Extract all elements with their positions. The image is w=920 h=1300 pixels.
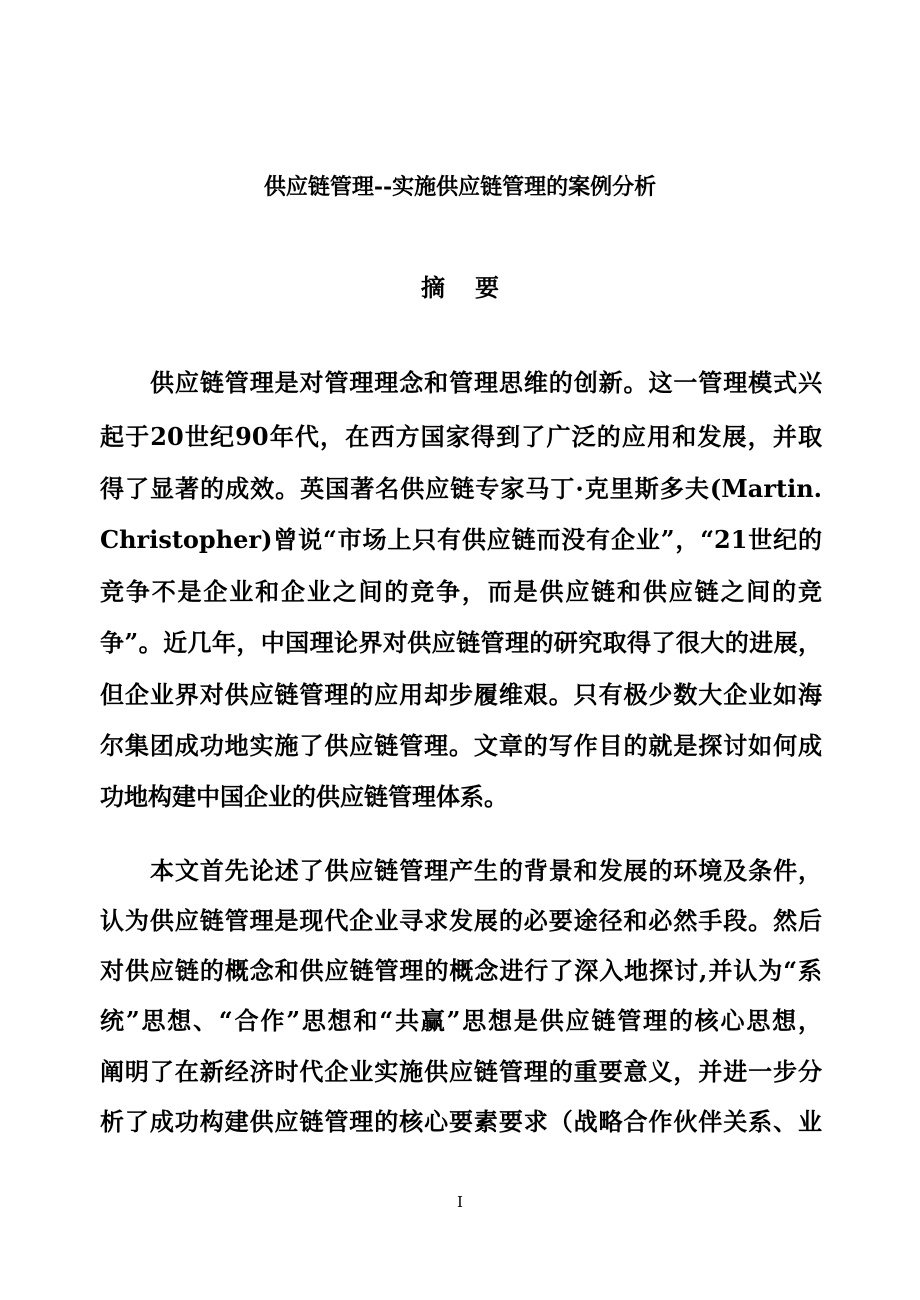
page-number: I: [457, 1193, 463, 1211]
text-line: 但企业界对供应链管理的应用却步履维艰。只有极少数大企业如海: [100, 680, 822, 709]
text-line: 尔集团成功地实施了供应链管理。文章的写作目的就是探讨如何成: [100, 731, 822, 760]
document-title: 供应链管理--实施供应链管理的案例分析: [263, 174, 657, 200]
text-line: 统”思想、“合作”思想和“共赢”思想是供应链管理的核心思想，: [100, 1006, 822, 1035]
text-line: 供应链管理是对管理理念和管理思维的创新。这一管理模式兴: [150, 368, 822, 397]
text-line: 起于20世纪90年代，在西方国家得到了广泛的应用和发展，并取: [100, 422, 822, 451]
text-line: 认为供应链管理是现代企业寻求发展的必要途径和必然手段。然后: [100, 906, 822, 935]
text-line: 阐明了在新经济时代企业实施供应链管理的重要意义，并进一步分: [100, 1057, 822, 1086]
text-line: 功地构建中国企业的供应链管理体系。: [100, 782, 508, 811]
text-line: 析了成功构建供应链管理的核心要素要求（战略合作伙伴关系、业: [100, 1107, 822, 1136]
text-line: 本文首先论述了供应链管理产生的背景和发展的环境及条件，: [150, 856, 822, 885]
text-line: 对供应链的概念和供应链管理的概念进行了深入地探讨,并认为“系: [100, 956, 822, 985]
abstract-heading: 摘要: [421, 273, 529, 302]
text-line: 争”。近几年，中国理论界对供应链管理的研究取得了很大的进展，: [100, 628, 822, 657]
text-line: 得了显著的成效。英国著名供应链专家马丁·克里斯多夫(Martin.: [100, 474, 822, 503]
text-line: Christopher)曾说“市场上只有供应链而没有企业”，“21世纪的: [100, 525, 822, 554]
text-line: 竞争不是企业和企业之间的竞争，而是供应链和供应链之间的竞: [100, 577, 822, 606]
